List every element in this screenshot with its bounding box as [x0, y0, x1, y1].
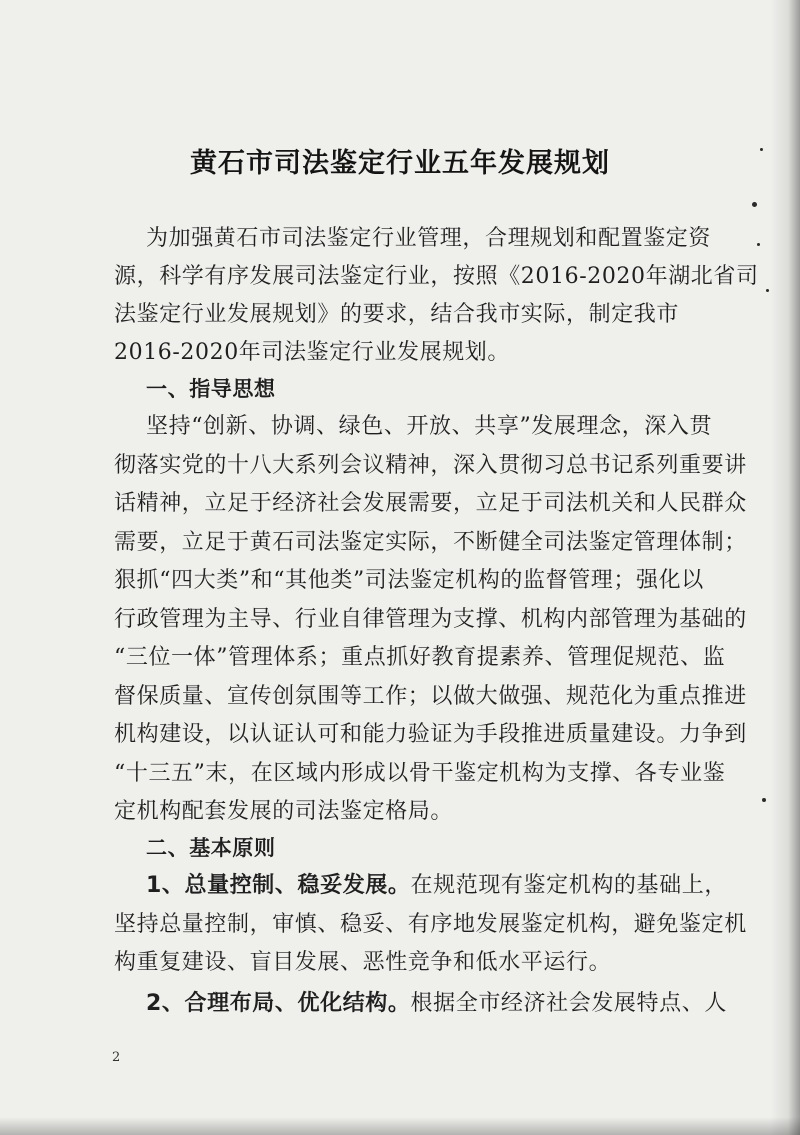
paragraph-line: “三位一体”管理体系；重点抓好教育提素养、管理促规范、监 [114, 645, 726, 670]
paragraph-line: 狠抓“四大类”和“其他类”司法鉴定机构的监督管理；强化以 [114, 568, 704, 593]
scan-speck [766, 289, 769, 292]
scan-speck [752, 202, 757, 207]
section-heading-guiding-ideology: 一、指导思想 [146, 377, 276, 401]
scan-speck [757, 243, 760, 246]
paragraph-line: 2016-2020年司法鉴定行业发展规划。 [114, 340, 511, 365]
document-title: 黄石市司法鉴定行业五年发展规划 [190, 148, 610, 179]
paragraph-line: “十三五”末，在区域内形成以骨干鉴定机构为支撑、各专业鉴 [114, 761, 726, 786]
paragraph-line: 督保质量、宣传创氛围等工作；以做大做强、规范化为重点推进 [114, 684, 747, 709]
paragraph-line: 行政管理为主导、行业自律管理为支撑、机构内部管理为基础的 [114, 607, 747, 632]
principle-2-line [146, 989, 727, 1019]
principle-1-heading: 1、总量控制、稳妥发展。 [146, 873, 411, 898]
paragraph-line: 话精神，立足于经济社会发展需要，立足于司法机关和人民群众 [114, 491, 747, 516]
paragraph-line: 需要，立足于黄石司法鉴定实际，不断健全司法鉴定管理体制； [114, 530, 747, 555]
scan-shadow-bottom [0, 1117, 800, 1135]
principle-1-text: 在规范现有鉴定机构的基础上， [410, 873, 727, 898]
scan-speck [762, 798, 766, 802]
paragraph-line: 机构建设，以认证认可和能力验证为手段推进质量建设。力争到 [114, 722, 747, 747]
paragraph-line: 为加强黄石市司法鉴定行业管理，合理规划和配置鉴定资 [146, 226, 712, 251]
paragraph-line: 定机构配套发展的司法鉴定格局。 [114, 799, 454, 824]
paragraph-line: 彻落实党的十八大系列会议精神，深入贯彻习总书记系列重要讲 [114, 453, 747, 478]
paragraph-line: 构重复建设、盲目发展、恶性竞争和低水平运行。 [114, 950, 612, 975]
principle-2-heading: 2、合理布局、优化结构。 [146, 991, 411, 1016]
principle-1-line [146, 871, 727, 901]
principle-2-text: 根据全市经济社会发展特点、人 [410, 991, 727, 1016]
paragraph-line: 坚持“创新、协调、绿色、开放、共享”发展理念，深入贯 [146, 414, 713, 439]
page-number: 2 [112, 1050, 121, 1065]
paragraph-line: 源，科学有序发展司法鉴定行业，按照《2016-2020年湖北省司 [114, 264, 759, 289]
paragraph-line: 法鉴定行业发展规划》的要求，结合我市实际，制定我市 [114, 302, 680, 327]
section-heading-basic-principles: 二、基本原则 [146, 836, 276, 860]
paragraph-line: 坚持总量控制，审慎、稳妥、有序地发展鉴定机构，避免鉴定机 [114, 912, 747, 937]
